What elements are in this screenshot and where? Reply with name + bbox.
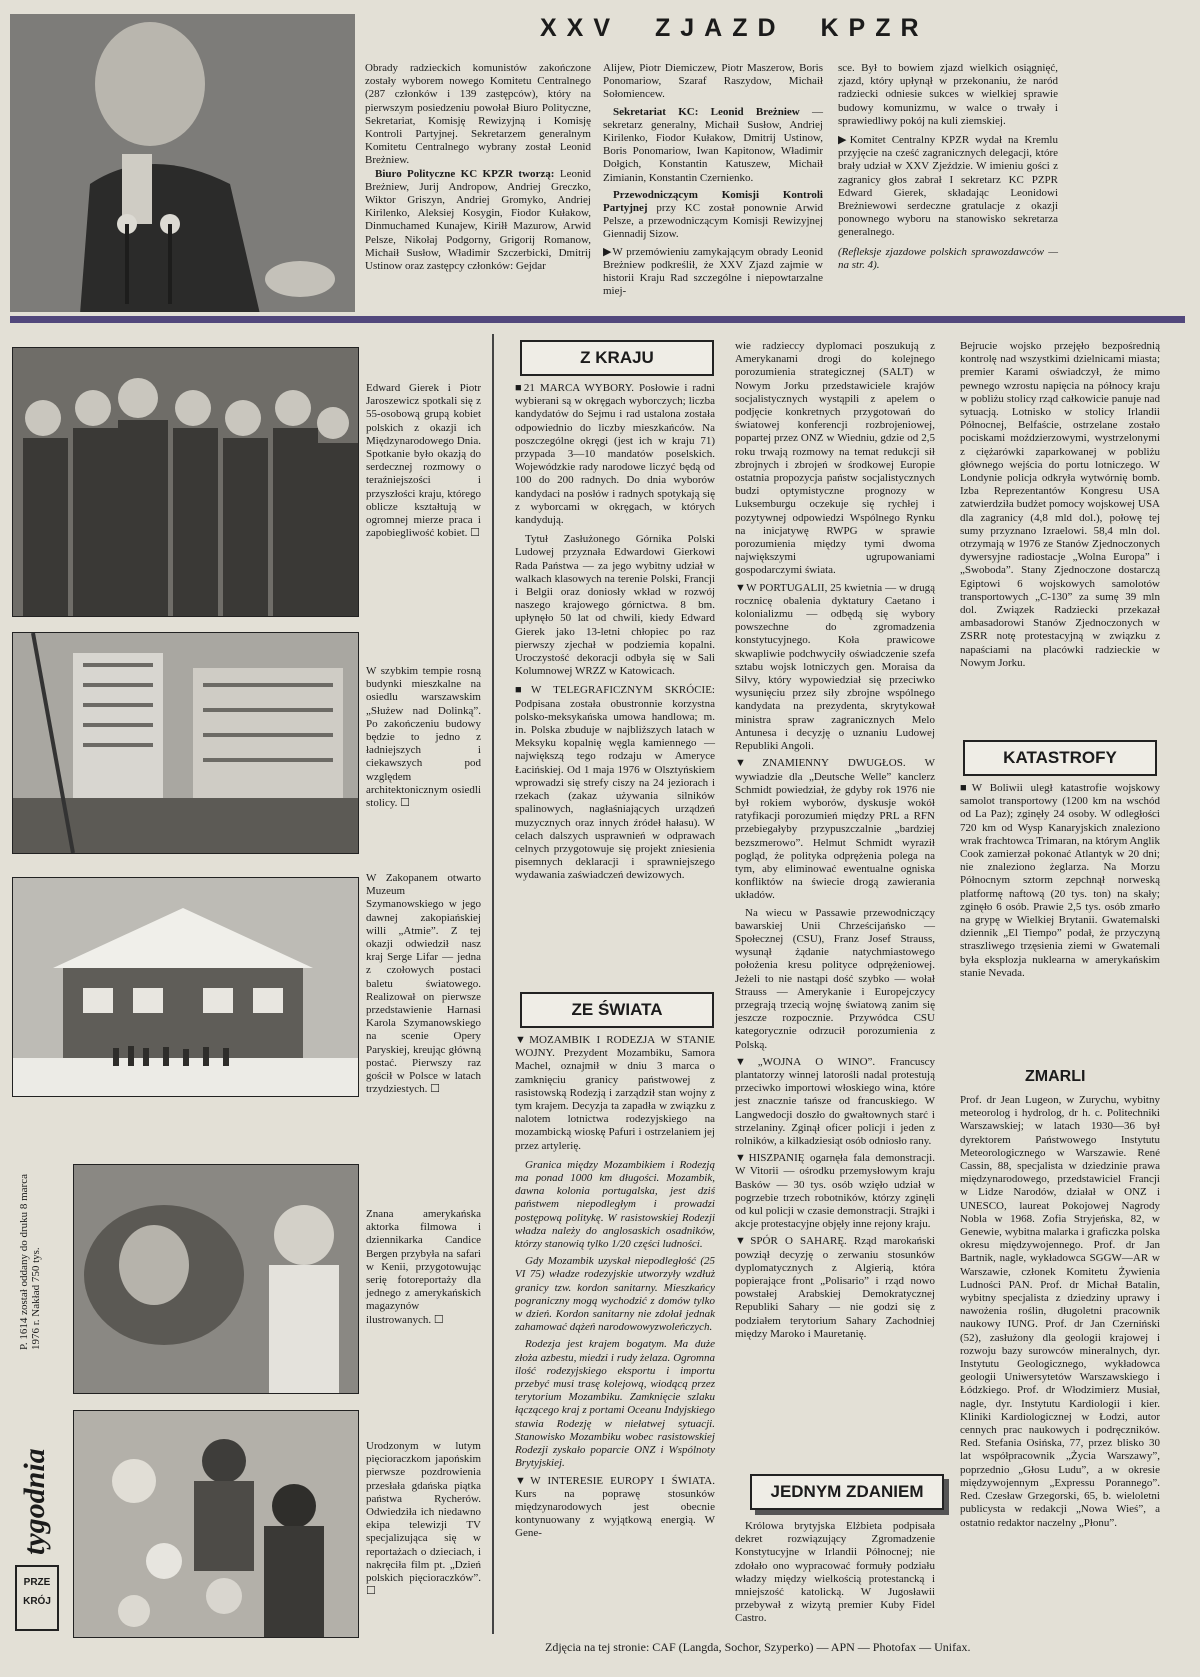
ze-swiata-p5: ▼ W INTERESIE EUROPY I ŚWIATA. Kurs na poprawę stosunków międzynarodowych jest obecnie kontynuowany z wyjątkową energią. W Gene- [515,1475,715,1541]
komisja-lead: Przewodniczącym Komisji Kontroli Partyjnej [603,188,823,215]
zmarli-text: Prof. dr Jean Lugeon, w Zurychu, wybitny meteorolog i hydrolog, dr h. c. Politechniki Warszawskiej; w latach 1930—36 był dyrektorem Państwowego Instytutu Meteorologicznego w Warszawie. René Cassin, 88, specjalista w dziedzinie prawa międzynarodowego, przedstawiciel Francji w Lidze Narodów, działał w ONZ i UNESCO, laureat Pokojowej Nagrody Nobla w 1968. Zofia Stryjeńska, 82, w Genewie, wybitna malarka i graficzka polska okresu międzywojennego. Prof. dr Jan Bartnik, nagle, wykładowca SGGW—AR w Warszawie, członek Komitetu Żywienia Ludności PAN. Prof. dr Michał Batalin, wybitny specjalista z dziedziny uprawy i nawożenia roślin, długoletni pracownik naukowy IUNG. Prof. dr Jan Czerniński (52), zasłużony dla geologii krajowej i rozwoju bazy surowców mineralnych, dyr. Instytutu Geologicznego, wykładowca geologii Uniwersytetów Warszawskiego i Łódzkiego. Prof. dr Włodzimierz Musiał, nagle, dyr. Instytutu Kardiologii i kier. Kliniki Kardiologicznej w Łodzi, autor cennych prac naukowych i podręczników. Red. Stefania Osińska, 77, przez blisko 30 lat współpracownik „Życia Warszawy”, poprzednio „Głosu Ludu”, a w okresie międzywojennym „Expressu Porannego”. Red. Czesław Grzegorski, 65, b. wieloletni publicysta w redakcji „Nowa Wieś”, a ostatnio redaktor naczelny „Płonu”. [960,1094,1160,1529]
right-p1: Bejrucie wojsko przejęło bezpośrednią kontrolę nad wszystkimi dzielnicami miasta; premier Karami oświadczył, że mimo pewnego wzrostu napięcia na północy kraju w pobliżu stolicy rząd całkowicie panuje nad sytuacją. Lotnisko w stolicy Irlandii Północnej, Belfaście, ostrzelane zostało pociskami moździerzowymi, wystrzelonymi z ciężarówki zaparkowanej w pobliżu głównego wejścia do portu lotniczego. W Londynie policja odkryła wytwórnię bomb. Izba Reprezentantów Kongresu USA zatwierdziła budżet pomocy wojskowej USA dla zagranicy (4,8 mld dol.), połowę tej sumy przyznano Izraelowi. 58,4 mln dol. otrzymają w 1976 ze Stanów Zjednoczonych dywersyjne radiostacje „Wolna Europa” i „Swoboda”. Stany Zjednoczone dostarczą Egiptowi 6 wojskowych samolotów transportowych „C-130” za sumę 39 mln dol. Związek Radziecki przekazał ambasadorowi Stanów Zjednoczonych w ZSRR notę protestacyjną w związku z napaściami na placówki radzieckie w Nowym Jorku. [960,340,1160,669]
header-col-3 [838,62,1058,272]
z-kraju-p1: ■ 21 MARCA WYBORY. Posłowie i radni wybierani są w okręgach wyborczych; liczba kandydatów do Sejmu i rad ustalona została odpowiednio do liczby mieszkańców. Na poszczególne okręgi (jest ich w kraju 71) przypada 3—10 mandatów poselskich. Wojewódzkie rady narodowe liczyć będą od 100 do 200 radnych. Do dnia wyborów kandydaci na posłów i radnych spotykają się z wyborcami w okręgach, w których kandydują. [515,382,715,527]
world-p3: ▼ ZNAMIENNY DWUGŁOS. W wywiadzie dla „Deutsche Welle” kanclerz Schmidt powiedział, że gdyby rok 1976 nie był rokiem wyborów, dyskusje wokół ratyfikacji porozumień między PRL a RFN przebiegałyby przypuszczalnie „bardziej bezszmerowo”. Helmut Schmidt wyraził pogląd, że polityka odprężenia polega na tym, aby eliminować ewentualne ogniska konfliktów na świecie drogą zawierania układów. [735,757,935,902]
world-p6: ▼ HISZPANIĘ ogarnęła fala demonstracji. W Vitorii — ośrodku przemysłowym kraju Basków — 30 tys. osób wzięło udział w pogrzebie trzech robotników, którzy zginęli od kul policji w czasie demonstracji. Strajki i akcje protestacyjne objęły inne rejony kraju. [735,1152,935,1231]
photo-graphic [13,633,358,853]
zakopane-villa-photo [12,877,359,1097]
col2-text: Alijew, Piotr Diemiczew, Piotr Maszerow, Boris Ponomariow, Szaraf Raszydow, Michaił Sołomiencew. [603,62,823,101]
z-kraju-column [515,382,715,883]
world-p2: ▼ W PORTUGALII, 25 kwietnia — w drugą rocznicę obalenia dyktatury Caetano i kolonializmu — odbędą się wybory powszechne do zgromadzenia konstytucyjnego. Koła prawicowe skwapliwie podchwyciły oświadczenie szefa sztabu wojsk lotniczych gen. Moraisa da Silvy, który wypowiedział się przeciwko wysunięciu przez siły zbrojne wspólnego kandydata na prezydenta, skrytykował ministra spraw zagranicznych Melo Antunesa i decyzję o uznaniu Ludowej Republiki Angoli. [735,582,935,754]
jednym-zdaniem-heading: JEDNYM ZDANIEM [750,1474,944,1510]
world-p1: wie radzieccy dyplomaci poszukują z Amerykanami drogi do kolejnego porozumienia strategicznej (SALT) w Nowym Jorku przedstawiciele krajów socjalistycznych wystąpili z apelem o podjęcie konkretnych przygotowań do światowej konferencji rozbrojeniowej, popartej przez ONZ w Wiedniu, gdzie od 2,5 roku trwają rozmowy na temat redukcji sił zbrojnych i zbrojeń w środkowej Europie ostatnia propozycja państw socjalistycznych budzi optymistyczne prognozy w Luksemburgu oczekuje się rychłej i pozytywnej odpowiedzi Wspólnego Rynku na inicjatywę RWPG w sprawie porozumienia między tymi dwoma największymi ugrupowaniami gospodarczymi świata. [735,340,935,577]
col3-note: (Refleksje zjazdowe polskich sprawozdawców — na str. 4). [838,245,1058,271]
header-col-1 [365,62,591,273]
zmarli-column [960,1094,1160,1530]
photo-credit: Zdjęcia na tej stronie: CAF (Langda, Sochor, Szyperko) — APN — Photofax — Unifax. [545,1640,971,1654]
caption-4: Znana amerykańska aktorka filmowa i dziennikarka Candice Bergen przybyła na safari w Kenii, przygotowując serię fotoreportaży dla jednego z amerykańskich magazynów ilustrowanych. ☐ [366,1208,481,1327]
right-news-column [960,340,1160,670]
housing-estate-photo [12,632,359,854]
photo-graphic [13,348,358,616]
ze-swiata-heading: ZE ŚWIATA [520,992,714,1028]
headline: XXV ZJAZD KPZR [540,14,929,42]
photo-graphic [13,878,358,1096]
closing-text: ▶ W przemówieniu zamykającym obrady Leonid Breżniew podkreślił, że XXV Zjazd zajmie w historii Kraju Rad szczególne i niepowtarzalne miej- [603,246,823,299]
quintuplets-photo [73,1410,359,1638]
tygodnia-logo: tygodnia [18,1448,51,1555]
photo-graphic [74,1411,358,1637]
imprint-text: P. 1614 został oddany do druku 8 marca 1976 r. Nakład 750 tys. [18,1174,42,1350]
world-p7: ▼ SPÓR O SAHARĘ. Rząd marokański powziął decyzję o zerwaniu stosunków dyplomatycznych z Algierią, która popierające front „Polisario” i rząd nowo powstałej Arabskiej Demokratycznej Republiki Sahary — nie godzi się z podziałem terytorium Sahary Zachodniej między Maroko i Mauretanię. [735,1235,935,1341]
end-mark-icon [366,1585,376,1597]
world-p5: ▼ „WOJNA O WINO”. Francuscy plantatorzy winnej latorośli nadal protestują przeciwko importowi włoskiego wina, które jest znacznie tańsze od francuskiego. W Langwedocji doszło do gwałtownych starć i strzelaniny. Zginął oficer policji i jeden z rolników, a kilkadziesiąt osób odniosło rany. [735,1056,935,1148]
col3-reception: ▶ Komitet Centralny KPZR wydał na Kremlu przyjęcie na cześć zagranicznych delegacji, które brały udział w XXV Zjeździe. W imieniu gości z zagranicy głos zabrał I sekretarz KC PZPR Edward Gierek, składając Leonidowi Breżniewowi serdeczne gratulacje z okazji ponownego wyboru na stanowisko sekretarza generalnego. [838,134,1058,240]
ze-swiata-column [515,1034,715,1541]
biuro-lead: Biuro Polityczne KC KPZR tworzą: [375,167,555,180]
komisja-text: przy KC został ponownie Arwid Pelsze, a przewodniczącym Komisji Rewizyjnej Giennadij Sizow. [603,202,823,241]
biuro-text: Leonid Breżniew, Jurij Andropow, Andriej Greczko, Wiktor Griszyn, Andriej Gromyko, Andriej Kirilenko, Aleksiej Kosygin, Fiodor Kułakow, Dinmuchamed Kunajew, Kiriłł Mazurow, Arwid Pelsze, Nikołaj Podgorny, Grigorij Romanow, Michaił Susłow, Władimir Szczerbicki, Dmitrij Ustinow oraz zastępcy członków: Gejdar [365,167,592,273]
zmarli-heading: ZMARLI [1025,1068,1086,1085]
ze-swiata-p4: Rodezja jest krajem bogatym. Ma duże złoża azbestu, miedzi i rudy żelaza. Ogromna ilość rodezyjskiego eksportu i importu przebyć musi trasę kolejową, wiodącą przez terytorium Mozambiku. Zamknięcie szlaku łączącego kraj z portami Oceanu Indyjskiego stawia Rodezję w niełatwej sytuacji. Stanowisko Mozambiku wobec rasistowskiej Rodezji zyskało poparcie ONZ i Wspólnoty Brytyjskiej. [515,1338,715,1470]
caption-1: Edward Gierek i Piotr Jaroszewicz spotkali się z 55-osobową grupą kobiet polskich z okazji ich Międzynarodowego Dnia. Spotkanie było okazją do serdecznej rozmowy o teraźniejszości i przyszłości kraju, którego oblicze kształtują w ogromnej mierze praca i zapobiegliwość kobiet. ☐ [366,382,481,540]
world-news-column [735,340,935,1341]
katastrofy-column [960,782,1160,980]
end-mark-icon [467,527,480,539]
header-col-2 [603,62,823,298]
end-mark-icon [431,1314,444,1326]
caption-2: W szybkim tempie rosną budynki mieszkalne na osiedlu warszawskim „Służew nad Dolinką”. Po zakończeniu budowy będzie to jedno z ładniejszych i ciekawszych pod względem architektonicznym osiedli stolicy. ☐ [366,665,481,810]
col3-text: sce. Był to bowiem zjazd wielkich osiągnięć, zjazd, który upłynął w przekonaniu, że naród radziecki odniesie sukces w wielkiej sprawie budowy komunizmu, w walce o trwały i sprawiedliwy pokój na kuli ziemskiej. [838,62,1058,127]
photo-graphic [10,14,355,312]
sekretariat-lead: Sekretariat KC: Leonid Breżniew [613,105,800,118]
end-mark-icon [427,1083,440,1095]
katastrofy-heading: KATASTROFY [963,740,1157,776]
end-mark-icon [397,797,410,809]
ze-swiata-p3: Gdy Mozambik uzyskał niepodległość (25 VI 75) władze rodezyjskie utworzyły wzdłuż granicy tzw. kordon sanitarny. Mieszkańcy pograniczny mogą wychodzić z domów tylko w dzień. Kordon sanitarny nie zdołał jednak zahamować dążeń narodowowyzwoleńczych. [515,1255,715,1334]
caption-3: W Zakopanem otwarto Muzeum Szymanowskiego w jego dawnej zakopiańskiej willi „Atmie”. Z tej okazji odwiedził nasz kraj Serge Lifar — jedna z czołowych postaci baletu światowego. Realizował on pierwsze przedstawienie Harnasi Karola Szymanowskiego na scenie Opery Paryskiej, kreując główną postać. Pierwszy raz gościł w Polsce w latach trzydziestych. ☐ [366,872,481,1096]
safari-photo [73,1164,359,1394]
caption-5: Urodzonym w lutym pięcioraczkom japońskim pierwsze pozdrowienia przesłała gdańska piątka państwa Rycherów. Odwiedziła ich niedawno ekipa telewizji TV specjalizująca się w reportażach o dzieciach, i nakręciła film pt. „Dzień polskich pięcioraczków”. ☐ [366,1440,481,1598]
ze-swiata-p1: ▼ MOZAMBIK I RODEZJA W STANIE WOJNY. Prezydent Mozambiku, Samora Machel, oznajmił w dniu 3 marca o zamknięciu granicy państwowej z rasistowską Rodezją i zarządził stan wojny z tym krajem. Decyzja ta zapadła w związku z nalotem lotnictwa rodezyjskiego na mozambicką wioskę Pafuri i ostrzelaniem jej przez artylerię. [515,1034,715,1153]
sekretariat-text: — sekretarz generalny, Michaił Susłow, Andriej Kirilenko, Fiodor Kułakow, Dmitrij Ustinow, Boris Ponomariow, Iwan Kapitonow, Władimir Dołgich, Konstantin Katuszew, Michaił Zimianin, Konstantin Czernienko. [603,105,823,184]
z-kraju-p3: ■ W TELEGRAFICZNYM SKRÓCIE: Podpisana została obustronnie korzystna polsko-meksykańska umowa handlowa; m. in. Polska zbuduje w najbliższych latach w Meksyku kopalnię węgla kamiennego — największą tego rodzaju w Ameryce Łacińskiej. Od 1 maja 1976 w Olsztyńskiem wprowadzi się strefy ciszy na 24 jeziorach i rzekach (zakaz używania silników spalinowych, nagłaśniających urządzeń muzycznych oraz innych źródeł hałasu). W celach dalszych usprawnień w odprawach celnych przygotowuje się projekt zniesienia pisemnych deklaracji i sprawniejszego wydawania zaświadczeń dewizowych. [515,684,715,882]
world-p4: Na wiecu w Passawie przewodniczący bawarskiej Unii Chrześcijańsko — Społecznej (CSU), Franz Josef Strauss, wysunął żądanie natychmiastowego położenia kresu polityce odprężeniowej. Jeżeli to nie nastąpi dość szybko — wołał Strauss — Amerykanie i Europejczycy przegrają trzecią wojnę światową zanim się jeszcze rozpocznie. Przywódca CSU kategorycznie odrzucił porozumienia z Polską. [735,906,935,1051]
brezhnev-speech-photo [10,14,355,312]
photo-graphic [74,1165,358,1393]
jednym-zdaniem-column [735,1520,935,1626]
z-kraju-p2: Tytuł Zasłużonego Górnika Polski Ludowej przyznała Edwardowi Gierkowi Rada Państwa — za jego wybitny udział w walkach klasowych na terenie Polski, Francji i Belgii oraz doniosły wkład w rozwój naszego krajowego górnictwa. 8 bm. upłynęło 50 lat od chwili, kiedy Edward Gierek jako 13-letni chłopiec po raz pierwszy zjechał w podziemia kopalni. Uroczystość dekoracji odbyła się w Sali Kolumnowej WRZZ w Katowicach. [515,533,715,678]
katastrofy-text: ■ W Boliwii uległ katastrofie wojskowy samolot transportowy (1200 km na wschód od La Paz); zginęły 24 osoby. W odległości 720 km od Wysp Kanaryjskich znaleziono wrak frachtowca Trimaran, na którym Anglik Cook zamierzał pokonać Atlantyk w 20 dni; nie znaleziono żeglarza. Na Morzu Północnym sztorm zepchnął norweską platformę naftową (20 tys. ton) na skały; zginęło 6 osób. Prawie 2,5 tys. osób zmarło na grypę w Wielkiej Brytanii. Gwatemalski dziennik „El Tiempo” podał, że przyczyną straszliwego trzęsienia ziemi w Gwatemali była eksplozja nuklearna w amerykańskim stanie Nevada. [960,782,1160,980]
ze-swiata-p2: Granica między Mozambikiem i Rodezją ma ponad 1000 km długości. Mozambik, dawna kolonia portugalska, jest dziś państwem niepodległym i prowadzi postępową politykę. W rasistowskiej Rodezji władza należy do anglosaskich osadników, którzy stanowią tylko 1/20 części ludności. [515,1158,715,1251]
przeglad-badge: PRZE KRÓJ [15,1565,59,1631]
intro-paragraph: Obrady radzieckich komunistów zakończone zostały wyborem nowego Komitetu Centralnego (287 członków i 139 zastępców), który na pierwszym posiedzeniu powołał Biuro Polityczne, Sekretariat, Komisję Rewizyjną i Komisję Kontroli Partyjnej. Sekretarzem generalnym Komitetu Centralnego wybrany został Leonid Breżniew. [365,62,591,167]
women-meeting-photo [12,347,359,617]
z-kraju-heading: Z KRAJU [520,340,714,376]
column-divider [492,334,494,1634]
section-rule [10,316,1185,323]
jednym-zdaniem-text: Królowa brytyjska Elżbieta podpisała dekret rozwiązujący Zgromadzenie Konstytucyjne w Irlandii Północnej; nie zdołało ono wypracować formuły podziału władzy między wielkością protestancką i mniejszość katolicką. W Jugosławii przebywał z wizytą premier Kuby Fidel Castro. [735,1520,935,1625]
